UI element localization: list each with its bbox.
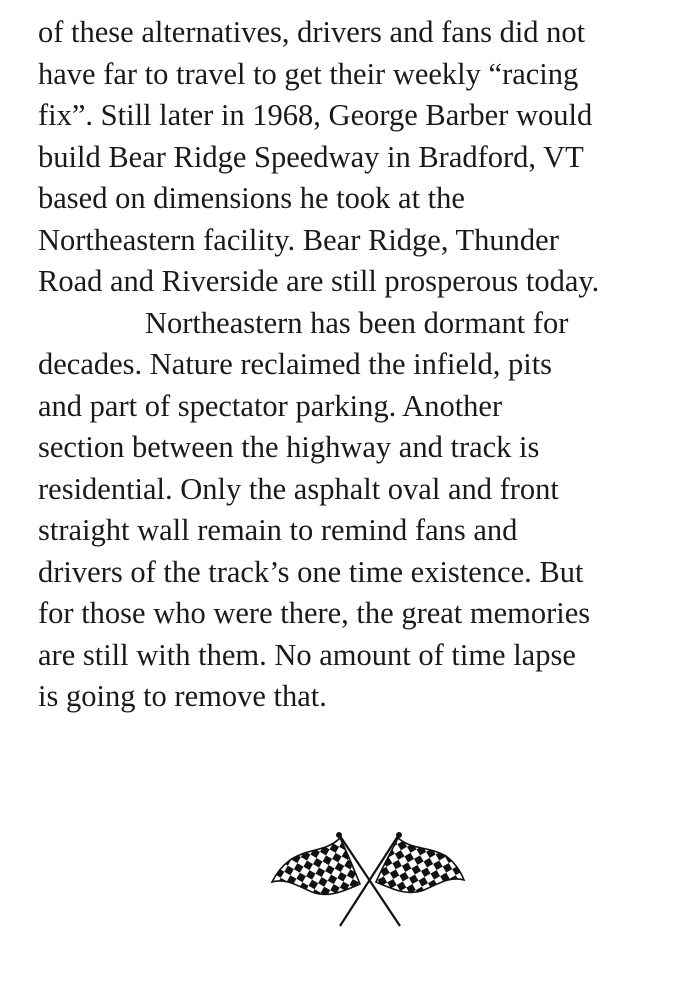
text-line: Northeastern facility. Bear Ridge, Thunder — [38, 222, 559, 257]
text-line: have far to travel to get their weekly “racing — [38, 56, 579, 91]
paragraph-continuation — [38, 12, 698, 303]
text-line: drivers of the track’s one time existence. But — [38, 554, 584, 589]
text-line: section between the highway and track is — [38, 430, 540, 464]
text-line: straight wall remain to remind fans and — [38, 513, 518, 547]
text-line: Northeastern has been dormant for — [145, 305, 569, 340]
text-line: and part of spectator parking. Another — [38, 388, 503, 423]
text-line: based on dimensions he took at the — [38, 181, 465, 215]
text-line: residential. Only the asphalt oval and front — [38, 471, 559, 506]
text-line: of these alternatives, drivers and fans did not — [38, 15, 586, 49]
text-line: fix”. Still later in 1968, George Barber would — [38, 98, 593, 132]
paragraph-closing — [38, 303, 698, 718]
text-line: decades. Nature reclaimed the infield, pits — [38, 347, 553, 381]
text-line: are still with them. No amount of time lapse — [38, 637, 576, 672]
body-text — [38, 12, 698, 718]
checkered-flags-icon — [268, 830, 468, 930]
text-line: for those who were there, the great memories — [38, 596, 591, 630]
text-line: Road and Riverside are still prosperous today. — [38, 264, 600, 298]
text-line: build Bear Ridge Speedway in Bradford, VT — [38, 139, 584, 174]
text-line: is going to remove that. — [38, 679, 327, 713]
